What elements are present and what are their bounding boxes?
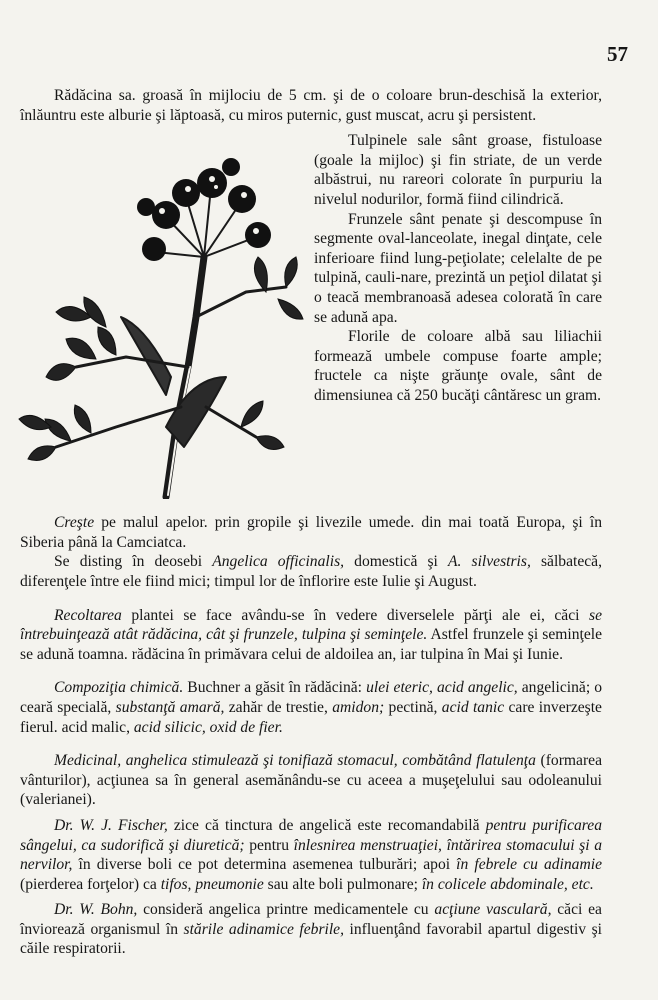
fischer-lead: Dr. W. J. Fischer, bbox=[54, 816, 168, 834]
harvest-lead: Recoltarea bbox=[54, 606, 122, 624]
chemistry-italic-5: acid silicic, oxid de fier. bbox=[133, 718, 283, 736]
fischer-text-5: sau alte boli pulmonare; bbox=[263, 875, 422, 893]
stems-paragraph: Tulpinele sale sânt groase, fistuloase (goale la mijloc) şi fin striate, de un verde albăstrui, nu rareori colorate în purpuriu la nivelul nodurilor, formă fiind cilindrică. bbox=[314, 132, 602, 208]
species-paragraph bbox=[20, 552, 602, 591]
fischer-paragraph bbox=[20, 816, 602, 894]
chemistry-text-1: Buchner a găsit în rădăcină: bbox=[183, 679, 367, 697]
fischer-text-2: pentru bbox=[244, 836, 294, 854]
harvest-text-2: Astfel frunzele şi seminţele se adună toamna. rădăcina în primăvara celui de aldoilea an, iar tulpina în Mai şi Iunie. bbox=[20, 626, 603, 663]
bohn-text-3: influenţând favorabil apartul digestiv şi căile respiratorii. bbox=[20, 920, 602, 958]
fischer-text-3: în diverse boli ce pot determina asemenea tulburări; apoi bbox=[72, 856, 457, 874]
page-number: 57 bbox=[607, 42, 628, 66]
chemistry-text-5: care inverzeşte fierul. acid malic, bbox=[20, 698, 602, 736]
leaves-paragraph: Frunzele sânt penate şi descompuse în segmente oval-lanceolate, inegal dinţate, cele inferioare fiind lung-peţiolate; celelalte de pe tulpină, cauli-nare, prezintă un peţiol dilatat şi o teacă membranoasă adesea colorată în care se adună apa. bbox=[314, 210, 602, 326]
chemistry-text-4: pectină, bbox=[384, 698, 442, 716]
bohn-text-1: consideră angelica printre medicamentele cu bbox=[137, 901, 435, 919]
fischer-text-1: zice că tinctura de angelică este recomandabilă bbox=[167, 816, 486, 834]
angelica-plant-illustration bbox=[16, 127, 306, 499]
chemistry-italic-3: amidon; bbox=[332, 698, 385, 716]
bohn-text-2: căci ea înviorează organismul în bbox=[20, 901, 602, 938]
harvest-text-1: plantei se face avându-se în vedere diverselele părţi ale ei, căci bbox=[121, 606, 589, 624]
intro-paragraph: Rădăcina sa. groasă în mijlociu de 5 cm. şi de o coloare brun-deschisă la exterior, înlăuntru este alburie şi lăptoasă, cu miros puternic, gust muscat, acru şi persistent. bbox=[20, 87, 602, 124]
species-text-1: Se disting în deosebi bbox=[54, 553, 213, 571]
fischer-italic-1: pentru purificarea sângelui, ca sudorifică şi diuretică; bbox=[20, 816, 602, 854]
fischer-italic-3: în febrele cu adinamie bbox=[456, 856, 602, 874]
medicinal-text-1: (formarea vânturilor), acţiunea sa în general asemănându-se cu aceea a muşeţelului sau odoleanului (valerianei). bbox=[20, 752, 602, 809]
habitat-paragraph bbox=[20, 513, 602, 552]
chemistry-italic-4: acid tanic bbox=[441, 698, 505, 716]
fischer-italic-2: înlesnirea menstruaţiei, întărirea stomacului şi a nervilor, bbox=[20, 836, 602, 874]
flowers-paragraph: Florile de coloare albă sau liliachii formează umbele compuse foarte ample; fructele ca nişte grăunţe ovale, sânt de dimensiunea că 250 bucăţi cântăresc un gram. bbox=[314, 328, 602, 404]
bohn-italic-1: acţiune vasculară, bbox=[434, 901, 552, 919]
species-latin-2: A. silvestris, bbox=[447, 553, 531, 571]
chemistry-text-2: angelicină; o ceară specială, bbox=[20, 679, 603, 716]
bohn-paragraph bbox=[20, 900, 602, 959]
chemistry-italic-2: substanţă amară, bbox=[115, 698, 225, 716]
medicinal-paragraph bbox=[20, 751, 602, 810]
bohn-italic-2: stările adinamice febrile, bbox=[183, 920, 344, 938]
fischer-italic-4: tifos, pneumonie bbox=[160, 875, 264, 893]
medicinal-lead: Medicinal, anghelica stimulează şi tonifiază stomacul, combătând flatulenţa bbox=[54, 752, 536, 770]
fischer-text-4: (pierderea forţelor) ca bbox=[20, 875, 161, 893]
harvest-paragraph bbox=[20, 606, 602, 665]
habitat-lead: Creşte bbox=[54, 514, 95, 532]
species-text-3: sălbatecă, diferenţele între ele fiind mici; timpul lor de înflorire este Iulie şi August. bbox=[20, 553, 602, 590]
plant-drawing bbox=[16, 127, 306, 499]
chemistry-paragraph bbox=[20, 678, 602, 737]
chemistry-lead: Compoziţia chimică. bbox=[54, 679, 184, 697]
harvest-italic-1: se întrebuinţează atât rădăcina, cât şi frunzele, tulpina şi seminţele. bbox=[20, 606, 602, 644]
chemistry-italic-1: ulei eteric, acid angelic, bbox=[366, 679, 518, 697]
bohn-lead: Dr. W. Bohn, bbox=[54, 901, 138, 919]
chemistry-text-3: zahăr de trestie, bbox=[224, 698, 333, 716]
species-latin-1: Angelica officinalis, bbox=[212, 553, 345, 571]
fischer-italic-5: în colicele abdominale, etc. bbox=[421, 875, 594, 893]
habitat-text: pe malul apelor. prin gropile şi livezile umede. din mai toată Europa, şi în Siberia până la Camciatca. bbox=[20, 514, 602, 551]
page-body bbox=[20, 86, 602, 959]
species-text-2: domestică şi bbox=[344, 553, 448, 571]
